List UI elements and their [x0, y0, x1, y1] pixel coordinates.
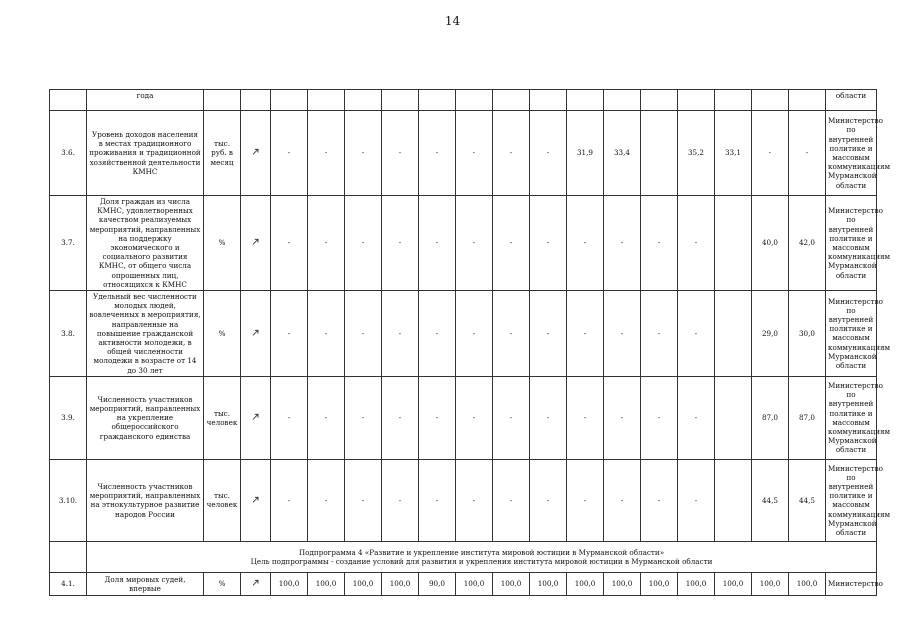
cell-value: - [789, 111, 826, 196]
cell-unit: % [204, 196, 241, 291]
trend-arrow-icon [251, 578, 260, 587]
cell-unit: % [204, 291, 241, 377]
cell-value: - [308, 459, 345, 541]
cell-value: - [271, 459, 308, 541]
cell-value: - [382, 111, 419, 196]
cell-name: Доля граждан из числа КМНС, удовлетворенных качеством реализуемых мероприятий, направленных на поддержку экономического и социального развития КМНС, от общего числа опрошенных лиц, относящихся к КМНС [87, 196, 204, 291]
cell-value: - [493, 291, 530, 377]
cell-value: - [382, 376, 419, 459]
cell-value: 100,0 [678, 572, 715, 595]
cell-value: - [456, 111, 493, 196]
cell-value [715, 196, 752, 291]
cell-unit: тыс. человек [204, 459, 241, 541]
trend-arrow-icon [251, 147, 260, 156]
cell-value: - [530, 459, 567, 541]
cell-num: 3.9. [50, 376, 87, 459]
subprogram-goal: Цель подпрограммы - создание условий для развития и укрепления института мировой юстиции в Мурманской области [250, 556, 713, 566]
cell-value: 31,9 [567, 111, 604, 196]
trend-arrow-icon [251, 412, 260, 421]
cell-name: Доля мировых судей, впервые [87, 572, 204, 595]
cell-name: Численность участников мероприятий, направленных на укрепление общероссийского гражданского единства [87, 376, 204, 459]
cell-value: - [752, 111, 789, 196]
cell-value: - [345, 111, 382, 196]
cell-num: 3.6. [50, 111, 87, 196]
cell-value: 33,1 [715, 111, 752, 196]
cell-value: - [567, 376, 604, 459]
cell-value [641, 111, 678, 196]
cell-value: - [530, 196, 567, 291]
cell-value: 100,0 [493, 572, 530, 595]
cell-value: - [678, 459, 715, 541]
cell-num: 3.7. [50, 196, 87, 291]
cell-unit: тыс. человек [204, 376, 241, 459]
cell-value: - [493, 376, 530, 459]
cell-value: 100,0 [641, 572, 678, 595]
cell-value: - [567, 291, 604, 377]
table-row [50, 459, 877, 541]
cell-value: - [382, 459, 419, 541]
cell-value: - [493, 111, 530, 196]
cell-ministry: Министерство [826, 572, 877, 595]
cell-value: - [604, 291, 641, 377]
cell-value: - [308, 111, 345, 196]
cell-unit: % [204, 572, 241, 595]
trend-arrow-icon [251, 328, 260, 337]
cell-value: - [271, 196, 308, 291]
cell-value: 30,0 [789, 291, 826, 377]
cell-value: - [382, 291, 419, 377]
cell-value: - [530, 291, 567, 377]
cell-value: - [382, 196, 419, 291]
cell-name: Численность участников мероприятий, направленных на этнокультурное развитие народов России [87, 459, 204, 541]
cell-num: 3.10. [50, 459, 87, 541]
cell-value: - [419, 196, 456, 291]
indicators-table [49, 89, 891, 596]
cell-value: - [419, 459, 456, 541]
cell-value: - [308, 196, 345, 291]
cell-value: 100,0 [604, 572, 641, 595]
table-row [50, 376, 877, 459]
cell-value: - [530, 376, 567, 459]
cell-trend [241, 196, 271, 291]
table-row-header-continuation [50, 90, 877, 111]
trend-arrow-icon [251, 495, 260, 504]
cell-ministry: области [826, 90, 877, 111]
cell-value [715, 376, 752, 459]
cell-value: - [678, 196, 715, 291]
cell-value: - [604, 459, 641, 541]
cell-value: 100,0 [382, 572, 419, 595]
cell-value: - [456, 459, 493, 541]
cell-value: - [345, 291, 382, 377]
cell-ministry: Министерство по внутренней политике и массовым коммуникациям Мурманской области [826, 291, 877, 377]
cell-value: 100,0 [308, 572, 345, 595]
cell-value: 35,2 [678, 111, 715, 196]
cell-value: 44,5 [789, 459, 826, 541]
cell-value: - [641, 196, 678, 291]
cell-value: - [345, 196, 382, 291]
cell-value: 100,0 [752, 572, 789, 595]
cell-trend [241, 459, 271, 541]
cell-trend [241, 291, 271, 377]
trend-arrow-icon [251, 237, 260, 246]
cell-value: - [308, 376, 345, 459]
cell-value: 42,0 [789, 196, 826, 291]
cell-num: 3.8. [50, 291, 87, 377]
cell-value: 87,0 [789, 376, 826, 459]
cell-value: 100,0 [456, 572, 493, 595]
cell-unit: тыс. руб. в месяц [204, 111, 241, 196]
cell-trend [241, 376, 271, 459]
subprogram-cell [87, 541, 877, 572]
cell-value: 100,0 [567, 572, 604, 595]
cell-value: 100,0 [530, 572, 567, 595]
cell-value: - [271, 376, 308, 459]
cell-value: - [271, 111, 308, 196]
cell-value: 40,0 [752, 196, 789, 291]
cell-value: 100,0 [271, 572, 308, 595]
cell-name: Удельный вес численности молодых людей, вовлеченных в мероприятия, направленные на повышение гражданской активности молодежи, в общей численности молодежи в возрасте от 14 до 30 лет [87, 291, 204, 377]
cell-value: 87,0 [752, 376, 789, 459]
cell-value: - [456, 376, 493, 459]
cell-num [50, 90, 87, 111]
cell-value: - [345, 459, 382, 541]
cell-name: года [87, 90, 204, 111]
cell-value: - [567, 459, 604, 541]
cell-trend [241, 111, 271, 196]
table-row [50, 111, 877, 196]
cell-value: - [641, 376, 678, 459]
cell-value: - [604, 196, 641, 291]
cell-value: - [493, 459, 530, 541]
cell-ministry: Министерство по внутренней политике и массовым коммуникациям Мурманской области [826, 376, 877, 459]
table-row [50, 291, 877, 377]
cell-value: - [604, 376, 641, 459]
cell-ministry: Министерство по внутренней политике и массовым коммуникациям Мурманской области [826, 196, 877, 291]
cell-value: - [493, 196, 530, 291]
cell-trend [241, 572, 271, 595]
cell-value: 29,0 [752, 291, 789, 377]
cell-value: 100,0 [715, 572, 752, 595]
cell-num: 4.1. [50, 572, 87, 595]
subprogram-row [50, 541, 877, 572]
cell-value: 44,5 [752, 459, 789, 541]
cell-trend [241, 90, 271, 111]
cell-ministry: Министерство по внутренней политике и массовым коммуникациям Мурманской области [826, 459, 877, 541]
cell-value [715, 291, 752, 377]
cell-value: - [345, 376, 382, 459]
page-number: 14 [444, 14, 461, 28]
cell-value: 100,0 [789, 572, 826, 595]
cell-value: - [530, 111, 567, 196]
cell-value: - [641, 459, 678, 541]
cell-unit [204, 90, 241, 111]
cell-value: - [641, 291, 678, 377]
subprogram-title: Подпрограмма 4 «Развитие и укрепление института мировой юстиции в Мурманской области» [298, 547, 665, 557]
cell-value: - [419, 291, 456, 377]
table-row [50, 572, 877, 595]
cell-value: - [678, 291, 715, 377]
cell-value: - [456, 196, 493, 291]
cell-value: 90,0 [419, 572, 456, 595]
cell-value [715, 459, 752, 541]
cell-value: - [308, 291, 345, 377]
cell-value: - [271, 291, 308, 377]
cell-name: Уровень доходов населения в местах традиционного проживания и традиционной хозяйственной деятельности КМНС [87, 111, 204, 196]
cell-value: 100,0 [345, 572, 382, 595]
cell-value: 33,4 [604, 111, 641, 196]
cell-value: - [419, 376, 456, 459]
cell-ministry: Министерство по внутренней политике и массовым коммуникациям Мурманской области [826, 111, 877, 196]
cell-value: - [678, 376, 715, 459]
cell-value: - [419, 111, 456, 196]
table-row [50, 196, 877, 291]
cell-value: - [456, 291, 493, 377]
cell-value: - [567, 196, 604, 291]
